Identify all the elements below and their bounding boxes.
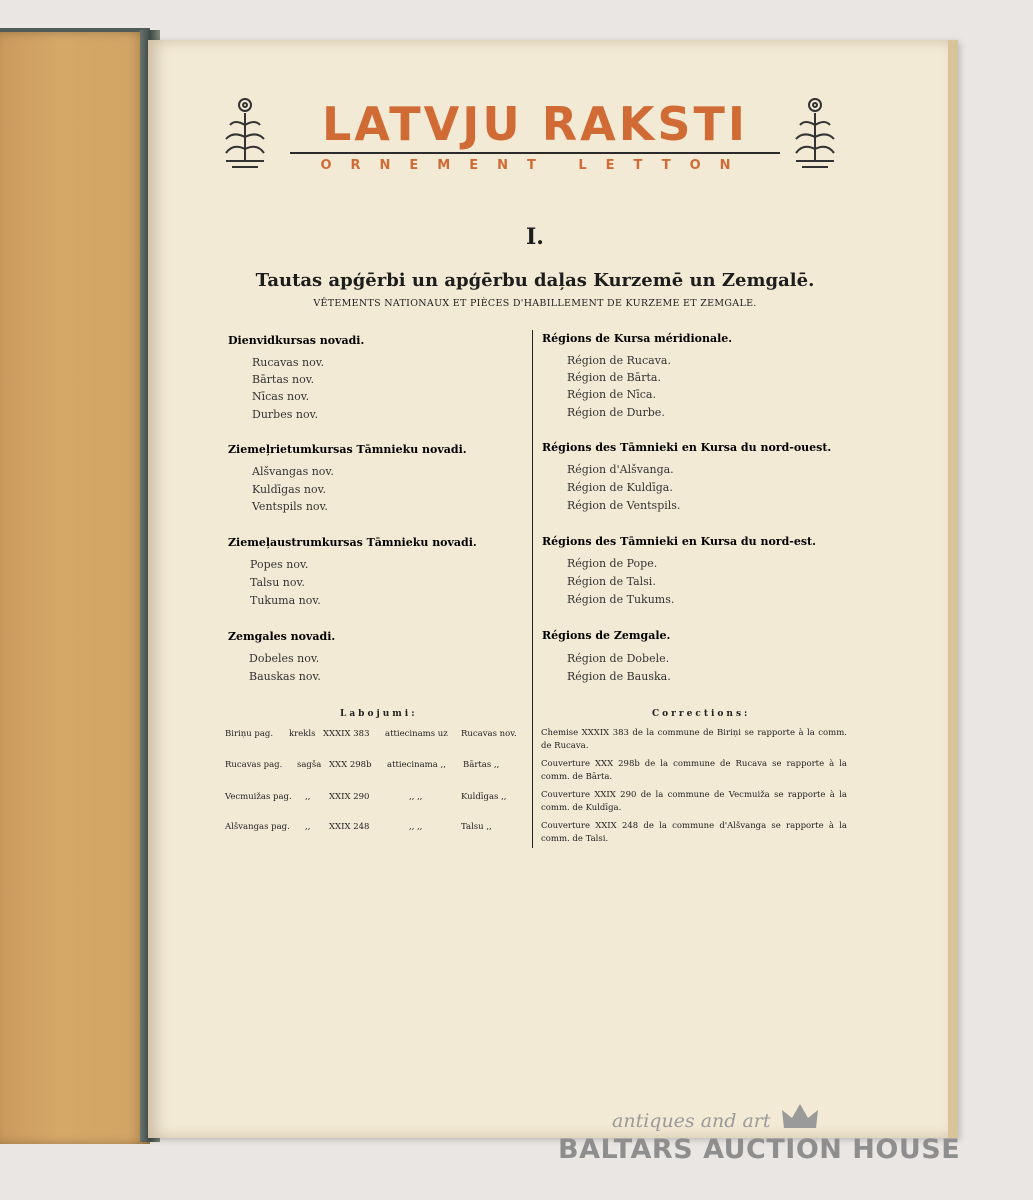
group-heading: Régions des Tāmnieki en Kursa du nord-ouest. xyxy=(542,441,832,454)
list-item: Région de Kuldīga. xyxy=(567,481,673,494)
list-item: Région de Rucava. xyxy=(567,354,671,367)
list-item: Région de Pope. xyxy=(567,557,658,570)
list-item: Talsu nov. xyxy=(250,576,305,589)
correction-place: Alšvangas pag. xyxy=(225,822,290,832)
list-item: Région d'Alšvanga. xyxy=(567,463,674,476)
correction-region: Talsu ,, xyxy=(461,822,492,832)
correction-garment: sagša xyxy=(297,760,322,770)
list-item: Popes nov. xyxy=(250,558,309,571)
book-title: LATVJU RAKSTI xyxy=(321,97,749,151)
group-heading: Régions des Tāmnieki en Kursa du nord-est. xyxy=(542,535,816,548)
list-item: Région de Tukums. xyxy=(567,593,675,606)
correction-place: Biriņu pag. xyxy=(225,729,274,739)
correction-note: ,, ,, xyxy=(409,822,423,832)
section-number: I. xyxy=(526,224,544,250)
correction-garment: ,, xyxy=(305,792,311,802)
correction-garment: ,, xyxy=(305,822,311,832)
list-item: Région de Nīca. xyxy=(567,388,656,401)
watermark-tagline: antiques and art xyxy=(612,1110,771,1132)
correction-garment: krekls xyxy=(289,729,316,739)
correction-place: Vecmuižas pag. xyxy=(225,792,292,802)
correction-number: XXXIX 383 xyxy=(323,729,370,739)
crown-icon xyxy=(780,1102,820,1130)
right-page xyxy=(148,40,958,1138)
list-item: Nīcas nov. xyxy=(252,390,310,403)
list-item: Alšvangas nov. xyxy=(252,465,334,478)
correction-region: Rucavas nov. xyxy=(461,729,517,739)
folk-ornament-icon xyxy=(220,95,270,173)
correction-number: XXX 298b xyxy=(329,760,372,770)
list-item: Rucavas nov. xyxy=(252,356,325,369)
correction-note: ,, ,, xyxy=(409,792,423,802)
left-page xyxy=(0,28,150,1144)
folk-ornament-icon xyxy=(790,95,840,173)
correction-number: XXIX 290 xyxy=(329,792,370,802)
correction-row-fr: Chemise XXXIX 383 de la commune de Biriņi se rapporte à la comm. de Rucava. xyxy=(541,728,847,751)
column-divider xyxy=(532,330,533,848)
correction-row-fr: Couverture XXIX 248 de la commune d'Alšvanga se rapporte à la comm. de Talsi. xyxy=(541,821,847,844)
list-item: Ventspils nov. xyxy=(252,500,328,513)
correction-region: Kuldīgas ,, xyxy=(461,792,507,802)
list-item: Région de Durbe. xyxy=(567,406,665,419)
list-item: Durbes nov. xyxy=(252,408,318,421)
book-subtitle: ORNEMENT LETTON xyxy=(320,158,750,173)
correction-place: Rucavas pag. xyxy=(225,760,283,770)
corrections-heading-fr: Corrections: xyxy=(652,709,751,719)
correction-region: Bārtas ,, xyxy=(463,760,500,770)
group-heading: Dienvidkursas novadi. xyxy=(228,334,365,347)
list-item: Kuldīgas nov. xyxy=(252,483,326,496)
list-item: Région de Dobele. xyxy=(567,652,670,665)
group-heading: Ziemeļrietumkursas Tāmnieku novadi. xyxy=(228,443,467,456)
title-rule xyxy=(290,152,780,154)
list-item: Tukuma nov. xyxy=(250,594,321,607)
list-item: Région de Bauska. xyxy=(567,670,671,683)
correction-row-fr: Couverture XXIX 290 de la commune de Vecmuiža se rapporte à la comm. de Kuldīga. xyxy=(541,790,847,813)
list-item: Région de Ventspils. xyxy=(567,499,681,512)
list-item: Région de Bārta. xyxy=(567,371,661,384)
correction-note: attiecinama ,, xyxy=(387,760,446,770)
list-item: Bārtas nov. xyxy=(252,373,315,386)
correction-row-fr: Couverture XXX 298b de la commune de Rucava se rapporte à la comm. de Bārta. xyxy=(541,759,847,782)
group-heading: Zemgales novadi. xyxy=(228,630,336,643)
group-heading: Régions de Kursa méridionale. xyxy=(542,332,733,345)
watermark-brand: BALTARS AUCTION HOUSE xyxy=(558,1134,961,1165)
list-item: Dobeles nov. xyxy=(249,652,320,665)
correction-note: attiecinams uz xyxy=(385,729,448,739)
correction-number: XXIX 248 xyxy=(329,822,370,832)
section-subtitle-fr: VÊTEMENTS NATIONAUX ET PIÈCES D'HABILLEMENT DE KURZEME ET ZEMGALE. xyxy=(313,298,757,309)
corrections-heading-lv: Labojumi: xyxy=(340,709,418,719)
section-title: Tautas apģērbi un apģērbu daļas Kurzemē un Zemgalē. xyxy=(255,270,815,291)
list-item: Bauskas nov. xyxy=(249,670,321,683)
list-item: Région de Talsi. xyxy=(567,575,656,588)
group-heading: Ziemeļaustrumkursas Tāmnieku novadi. xyxy=(228,536,477,549)
group-heading: Régions de Zemgale. xyxy=(542,629,671,642)
